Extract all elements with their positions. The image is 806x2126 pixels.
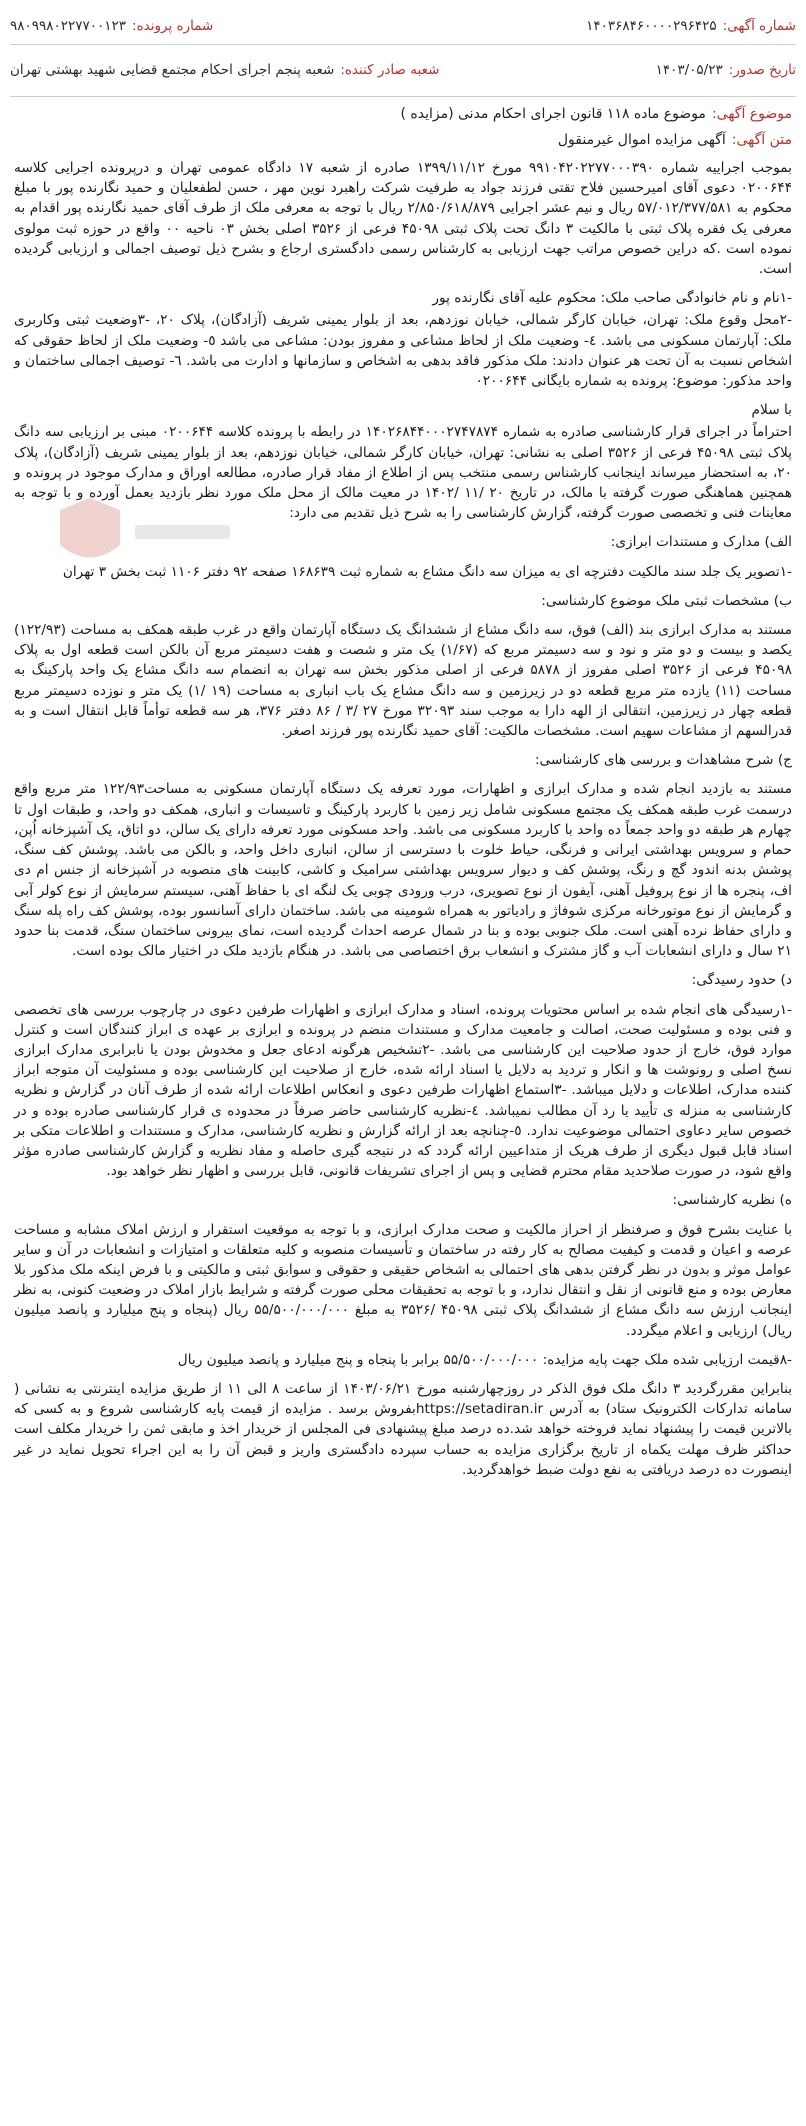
text-label: متن آگهی: bbox=[731, 132, 792, 148]
paragraph-observations: مستند به بازدید انجام شده و مدارک ابرازی و اظهارات، مورد تعرفه یک دستگاه آپارتمان مسکونی به مساحت۱۲۲/۹۳ متر مربع واقع درسمت غرب طبقه همکف یک مجتمع مسکونی شامل زیر زمین با کاربرد پارکینگ و تاسیسات و انباری، همکف دو واحد، و طبقات اول تا چهارم هر طبقه دو واحد جمعاً ده واحد با کاربرد مسکونی می باشد. واحد مسکونی مورد تعرفه دارای یک سالن، دو اتاق، یک آشپزخانه اُپن، حمام و سرویس بهداشتی ایرانی و فرنگی، حیاط خلوت با دسترسی از سالن، انباری داخل واحد، و بالکن می باشد. پوشش کف سنگ، پوشش بدنه اندود گچ و رنگ، پوشش کف و دیوار سرویس بهداشتی سرامیک و کاشی، کابینت های منصوبه در آشپزخانه از جنس ام دی اف، پنجره ها از نوع پروفیل آهنی، آیفون از نوع تصویری، درب ورودی چوبی یک لنگه ای با حفاظ آهنی، سیستم سرمایش از نوع کولر آبی و گرمایش از نوع موتورخانه مرکزی شوفاژ و رادیاتور به همراه شومینه می باشد. ساختمان دارای آسانسور بوده، پوشش کف راه پله سنگ و دارای حفاظ نرده آهنی است. ملک جنوبی بوده و بنا در شمال عرصه احداث گردیده است، نمای بیرونی ساختمان سنگ، قدمت بنا حدود ۲۱ سال و دارای انشعابات آب و گاز مشترک و انشعاب برق اختصاصی می باشد. در هنگام بازدید ملک در اختیار مالک بوده است. bbox=[14, 781, 792, 960]
issue-date bbox=[656, 62, 796, 78]
paragraph-intro: بموجب اجراییه شماره ۹۹۱۰۴۲۰۲۲۷۷۰۰۰۳۹۰ مورخ ۱۳۹۹/۱۱/۱۲ صادره از شعبه ۱۷ دادگاه عمومی تهران و درپرونده اجرایی کلاسه ۰۲۰۰۶۴۴ دعوی آقای امیرحسین فلاح تقتی فرزند جواد به طرفیت شرکت راهبرد نوین مهر ، حسن لطفعلیان و حمید نگارنده پور با مبلغ محکوم به ۵۷/۰۱۲/۳۷۷/۵۸۱ ریال و نیم عشر اجرایی ۲/۸۵۰/۶۱۸/۸۷۹ ریال با توجه به معرفی ملک از طرف آقای حمید نگارنده پور اقدام به معرفی یک فقره پلاک ثبتی با مالکیت ۳ دانگ تحت پلاک ثبتی ۴۵۰۹۸ فرعی از ۳۵۲۶ اصلی بخش ۰۳ ناحیه ۰۰ واقع در حوزه ثبت مولوی نموده است .که دراین خصوص مراتب جهت ارزیابی به کارشناس رسمی دادگستری ارجاع و بشرح ذیل توصیف اجمالی و ارزیابی گردیده است. bbox=[14, 160, 792, 278]
issue-date-label: تاریخ صدور: bbox=[728, 62, 796, 78]
paragraph-expert-intro: احتراماً در اجرای قرار کارشناسی صادره به شماره ۱۴۰۲۶۸۴۴۰۰۰۲۷۴۷۸۷۴ در رابطه با پرونده کلاسه ۰۲۰۰۶۴۴ مبنی بر ارزیابی سه دانگ پلاک ثبتی ۴۵۰۹۸ فرعی از ۳۵۲۶ اصلی به نشانی: تهران، خیابان کارگر شمالی، خیابان نوزدهم، بعد از بلوار یمینی شریف (آزادگان)، پلاک ۲۰، به استحضار میرساند اینجانب کارشناس رسمی منتخب پس از اطلاع از مفاد قرار صادره، مطالعه اوراق و مدارک موجود در پرونده و همچنین هماهنگی صورت گرفته با مالک، در تاریخ ۲۰ /۱۱ /۱۴۰۲ در معیت مالک از محل ملک مورد نظر بازدید بعمل آورده و با توجه به معاینات فنی و تخصصی صورت گرفته، گزارش کارشناسی را به شرح ذیل تقدیم می دارد: bbox=[14, 424, 793, 522]
paragraph-documents: -۱تصویر یک جلد سند مالکیت دفترچه ای به میزان سه دانگ مشاع به شماره ثبت ۱۶۸۶۳۹ صفحه ۹۲ دفتر ۱۱۰۶ ثبت بخش ۳ تهران bbox=[62, 563, 792, 580]
notice-body bbox=[14, 158, 792, 1489]
header-row-1 bbox=[10, 12, 796, 40]
paragraph-greeting: با سلام bbox=[751, 402, 792, 419]
ad-number bbox=[586, 18, 796, 34]
case-number-value: ۹۸۰۹۹۸۰۲۲۷۷۰۰۱۲۳ bbox=[10, 18, 127, 34]
section-heading-registration: ب) مشخصات ثبتی ملک موضوع کارشناسی: bbox=[541, 592, 792, 609]
paragraph-scope: -۱رسیدگی های انجام شده بر اساس محتویات پرونده، اسناد و مدارک ابرازی و اظهارات طرفین دعوی در چارچوب بررسی های تخصصی و فنی بوده و مسئولیت صحت، اصالت و جامعیت مدارک و مستندات منضم در پرونده و ابرازی بر عهده ی ابراز کنندگان است و کنترل موارد فوق، خارج از حدود صلاحیت این کارشناسی می باشد. -۲تشخیص هرگونه ادعای جعل و مخدوش بودن یا نابرابری مدارک ابرازی نسخ اصلی و رونوشت ها و انکار و تردید به دلایل یا اسناد ارائه شده، خارج از صلاحیت این کارشناسی بوده و مسئولیت آن متوجه ابراز کننده مدارک، اطلاعات و دلایل میباشد. -۳استماع اظهارات طرفین دعوی و انعکاس اطلاعات ارائه شده از طرف آنان در گزارش و نظریه کارشناسی به منزله ی تأیید یا رد آن مطالب نمیباشد. ٤-نظریه کارشناسی حاضر صرفاً در محدوده ی قرار کارشناسی صادره بوده و در خصوص سایر دعاوی احتمالی موضوعیت ندارد. ٥-چنانچه بعد از ارائه گزارش و نظریه کارشناسی، مدارک و مستندات و اطلاعات متکی بر اسناد قابل قبول دیگری از طرف هریک از متداعیین ارائه گردد که در نتیجه گیری حاصله و مفاد نظریه و گزارش کارشناسی صادره مؤثر واقع شود، در صورت صلاحدید مقام محترم قضایی و پس از اجرای تشریفات قانونی، قابل بررسی و اظهار نظر خواهد بود. bbox=[14, 1001, 793, 1180]
subject-line bbox=[14, 106, 792, 122]
issue-date-value: ۱۴۰۳/۰۵/۲۳ bbox=[655, 62, 723, 78]
case-number-label: شماره پرونده: bbox=[132, 18, 214, 34]
paragraph-registration: مستند به مدارک ابرازی بند (الف) فوق، سه دانگ مشاع از ششدانگ یک دستگاه آپارتمان واقع در غرب طبقه همکف به مساحت (۱۲۲/۹۳) یکصد و بیست و دو متر و نود و سه دسیمتر مربع که (۱/۶۷) یک متر و شصت و هفت دسیمتر مربع آن بالکن است قطعه اول به پلاک ۴۵۰۹۸ فرعی از ۳۵۲۶ اصلی مفروز از ۵۸۷۸ فرعی از اصلی مذکور بخش سه تهران به انضمام سه دانگ مشاع یک واحد پارکینگ به مساحت (۱۱) یازده متر مربع قطعه دو در زیرزمین و سه دانگ مشاع یک باب انباری به مساحت (۱۹ /۱) یک متر و نوزده دسیمتر مربع قطعه چهار در زیرزمین، انتقالی از الهه دارا به موجب سند ۳۲۰۹۳ مورخ ۲۷ /۳ / ۸۶ دفتر ۳۷۶، هر سه قطعه توأماً قابل انتقال است و به قدرالسهم از مشاعات سهیم است. مشخصات مالکیت: آقای حمید نگارنده پور فرزند اصغر. bbox=[14, 622, 792, 740]
paragraph-owner: -۱نام و نام خانوادگی صاحب ملک: محکوم علیه آقای نگارنده پور bbox=[432, 290, 792, 307]
subject-label: موضوع آگهی: bbox=[711, 106, 792, 122]
section-heading-documents: الف) مدارک و مستندات ابرازی: bbox=[610, 534, 792, 551]
ad-number-label: شماره آگهی: bbox=[722, 18, 796, 34]
ad-number-value: ۱۴۰۳۶۸۴۶۰۰۰۰۲۹۶۴۲۵ bbox=[586, 18, 717, 34]
paragraph-auction-terms: بنابراین مقررگردید ۳ دانگ ملک فوق الذکر در روزچهارشنبه مورخ ۱۴۰۳/۰۶/۲۱ از ساعت ۸ الی ۱۱ از طریق مزایده اینترنتی به نشانی ( سامانه تدارکات الکترونیک ستاد) به آدرس https://setadiran.irبفروش برسد . مزایده از قیمت پایه کارشناسی شروع و به کسی که بالاترین قیمت را پیشنهاد نماید فروخته خواهد شد.ده درصد مبلغ پیشنهادی فی المجلس از خریدار اخذ و مابقی ثمن را خریدار مکلف است حداکثر ظرف مهلت یکماه از تاریخ برگزاری مزایده به حساب سپرده دادگستری واریز و قبض آن را به این اجراء تحویل نماید در غیر اینصورت ده درصد دریافتی به نفع دولت ضبط خواهدگردید. bbox=[14, 1380, 793, 1478]
section-heading-opinion: ه) نظریه کارشناسی: bbox=[672, 1192, 792, 1209]
issuer bbox=[10, 62, 439, 78]
subject-value: موضوع ماده ۱۱۸ قانون اجرای احکام مدنی (مزایده ) bbox=[400, 106, 706, 122]
paragraph-base-price: -۸قیمت ارزیابی شده ملک جهت پایه مزایده: ۵۵/۵۰۰/۰۰۰/۰۰۰ برابر با پنجاه و پنج میلیارد و پانصد میلیون ریال bbox=[177, 1351, 792, 1368]
section-heading-scope: د) حدود رسیدگی: bbox=[691, 972, 792, 989]
issuer-value: شعبه پنجم اجرای احکام مجتمع قضایی شهید بهشتی تهران bbox=[10, 62, 335, 78]
header-row-2 bbox=[10, 56, 796, 84]
paragraph-location: -۲محل وقوع ملک: تهران، خیابان کارگر شمالی، خیابان نوزدهم، بعد از بلوار یمینی شریف (آزادگان)، پلاک ۲۰، -۳وضعیت ثبتی وکاربری ملک: آپارتمان مسکونی می باشد. ٤- وضعیت ملک از لحاظ مشاعی و مفروز بودن: مشاعی می باشد ٥- وضعیت ملک از لحاظ حقوقی که اشخاص نسبت به آن تحت هر عنوان دادند: ملک مذکور فاقد بدهی به اشخاص و سازمانها و ادارت می باشد. ٦- توصیف اجمالی ساختمان و واحد مذکور: موضوع: پرونده به شماره بایگانی ۰۲۰۰۶۴۴ bbox=[14, 312, 793, 390]
section-heading-observations: ج) شرح مشاهدات و بررسی های کارشناسی: bbox=[534, 752, 792, 769]
text-title: آگهی مزایده اموال غیرمنقول bbox=[557, 132, 726, 148]
header-divider-1 bbox=[10, 44, 796, 45]
issuer-label: شعبه صادر کننده: bbox=[340, 62, 440, 78]
text-title-line bbox=[14, 132, 792, 148]
paragraph-opinion: با عنایت بشرح فوق و صرفنظر از احراز مالکیت و صحت مدارک ابرازی، و با توجه به موقعیت استقرار و ارزش املاک مشابه و مساحت عرصه و اعیان و قدمت و کیفیت مصالح به کار رفته در ساختمان و تأسیسات منصوبه و کلیه متعلقات و امتیازات و انشعابات در آن و سایر عوامل موثر و بدون در نظر گرفتن بدهی های احتمالی به اشخاص حقیقی و حقوقی و سوابق ثبتی و مالکیتی و با فرض اینکه ملک مذکور بلا معارض بوده و منع قانونی از نقل و انتقال ندارد، و با توجه به تحقیقات محلی صورت گرفته و شرایط بازار املاک در وضعیت کنونی، به نظر اینجانب ارزش سه دانگ مشاع از ششدانگ پلاک ثبتی ۴۵۰۹۸ /۳۵۲۶ به مبلغ ۵۵/۵۰۰/۰۰۰/۰۰۰ ریال (پنجاه و پنج میلیارد و پانصد میلیون ریال) ارزیابی و اعلام میگردد. bbox=[14, 1221, 792, 1339]
header-divider-2 bbox=[10, 96, 796, 97]
case-number bbox=[10, 18, 213, 34]
